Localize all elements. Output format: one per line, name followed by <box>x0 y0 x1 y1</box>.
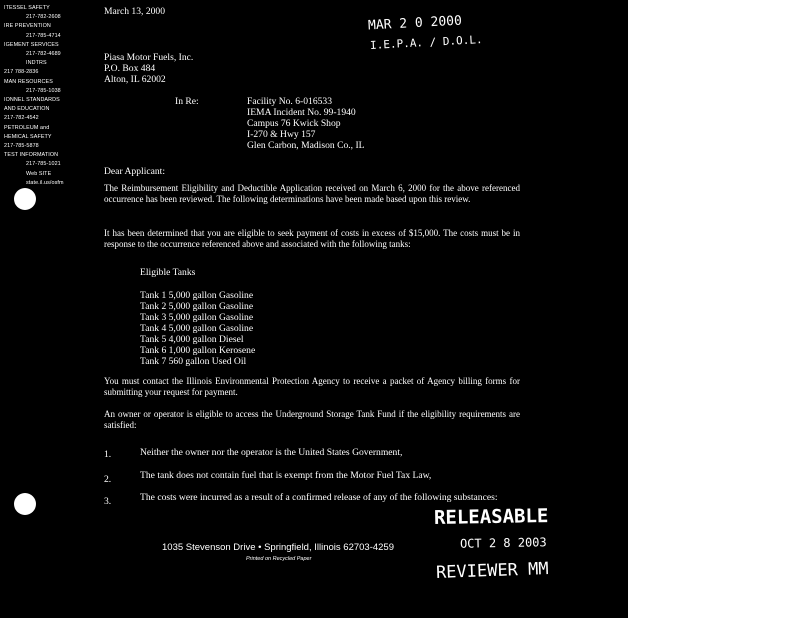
tank-line: Tank 4 5,000 gallon Gasoline <box>140 323 254 334</box>
item-number: 2. <box>104 474 112 485</box>
sidebar-entry: IRE PREVENTION <box>4 23 51 30</box>
addressee-line-1: Piasa Motor Fuels, Inc. <box>104 52 194 63</box>
sidebar-entry: ITESSEL SAFETY <box>4 5 50 11</box>
received-date-stamp: MAR 2 0 2000 <box>367 13 463 34</box>
recycled-paper-note: Printed on Recycled Paper <box>246 556 312 562</box>
paragraph-contact-iepa: You must contact the Illinois Environmental Protection Agency to receive a packet of Agency billing forms for submitting your request for payment. <box>104 376 520 397</box>
letter-date: March 13, 2000 <box>104 6 166 17</box>
re-line-4: I-270 & Hwy 157 <box>247 129 316 140</box>
re-line-3: Campus 76 Kwick Shop <box>247 118 341 129</box>
received-office-stamp: I.E.P.A. / D.O.L. <box>369 33 483 52</box>
sidebar-entry: PETROLEUM and <box>4 124 50 131</box>
paragraph-eligibility: It has been determined that you are eligible to seek payment of costs in excess of $15,000. The costs must be in response to the occurrence referenced above and associated with the following tanks: <box>104 228 520 249</box>
sidebar-entry: TEST INFORMATION <box>4 152 59 159</box>
sidebar-entry: 217-782-2608 <box>26 14 61 21</box>
sidebar-entry: 217-785-5878 <box>4 143 39 150</box>
tank-line: Tank 7 560 gallon Used Oil <box>140 356 247 367</box>
addressee-line-3: Alton, IL 62002 <box>104 74 166 85</box>
sidebar-entry: state.il.us/osfm <box>26 179 64 186</box>
sidebar-entry: 217-782-4542 <box>4 115 39 122</box>
sidebar-entry: 217-785-1021 <box>26 161 61 168</box>
sidebar-entry: MAN RESOURCES <box>4 78 53 85</box>
tank-line: Tank 3 5,000 gallon Gasoline <box>140 312 254 323</box>
sidebar-entry: 217-785-4714 <box>26 32 61 39</box>
re-line-5: Glen Carbon, Madison Co., IL <box>247 140 365 151</box>
sidebar-entry: IGEMENT SERVICES <box>4 41 59 48</box>
footer-address: 1035 Stevenson Drive • Springfield, Illinois 62703-4259 <box>162 542 394 553</box>
tank-line: Tank 2 5,000 gallon Gasoline <box>140 301 254 312</box>
punch-hole-top <box>14 188 36 210</box>
sidebar-entry: 217-785-1038 <box>26 87 61 94</box>
paragraph-review: The Reimbursement Eligibility and Deductible Application received on March 6, 2000 for the above referenced occurrence has been reviewed. The following determinations have been made based upon this review. <box>104 183 520 204</box>
sidebar-entry: IONNEL STANDARDS <box>4 97 60 104</box>
tank-line: Tank 6 1,000 gallon Kerosene <box>140 345 256 356</box>
addressee-line-2: P.O. Box 484 <box>104 63 156 74</box>
item-number: 1. <box>104 449 112 460</box>
re-line-1: Facility No. 6-016533 <box>247 96 333 107</box>
releasable-date-stamp: OCT 2 8 2003 <box>459 535 547 551</box>
tank-line: Tank 5 4,000 gallon Diesel <box>140 334 244 345</box>
tank-line: Tank 1 5,000 gallon Gasoline <box>140 290 254 301</box>
item-text: Neither the owner nor the operator is the United States Government, <box>140 447 403 458</box>
re-label: In Re: <box>175 96 199 107</box>
sidebar-entry: 217 788-2836 <box>4 69 39 76</box>
sidebar-entry: 217-782-4689 <box>26 51 61 58</box>
punch-hole-bottom <box>14 493 36 515</box>
re-line-2: IEMA Incident No. 99-1940 <box>247 107 356 118</box>
releasable-stamp: RELEASABLE <box>433 505 549 529</box>
reviewer-stamp: REVIEWER MM <box>435 559 549 583</box>
item-number: 3. <box>104 496 112 507</box>
item-text: The tank does not contain fuel that is exempt from the Motor Fuel Tax Law, <box>140 470 432 481</box>
sidebar-entry: AND EDUCATION <box>4 106 50 113</box>
paragraph-requirements: An owner or operator is eligible to access the Underground Storage Tank Fund if the eligibility requirements are satisfied: <box>104 409 520 430</box>
sidebar-directory <box>4 4 96 188</box>
sidebar-entry: INDTRS <box>26 60 47 67</box>
salutation: Dear Applicant: <box>104 166 166 177</box>
sidebar-entry: Web SITE <box>26 170 52 177</box>
tanks-heading: Eligible Tanks <box>140 267 196 278</box>
sidebar-entry: HEMICAL SAFETY <box>4 133 52 140</box>
item-text: The costs were incurred as a result of a confirmed release of any of the following substances: <box>140 492 498 503</box>
